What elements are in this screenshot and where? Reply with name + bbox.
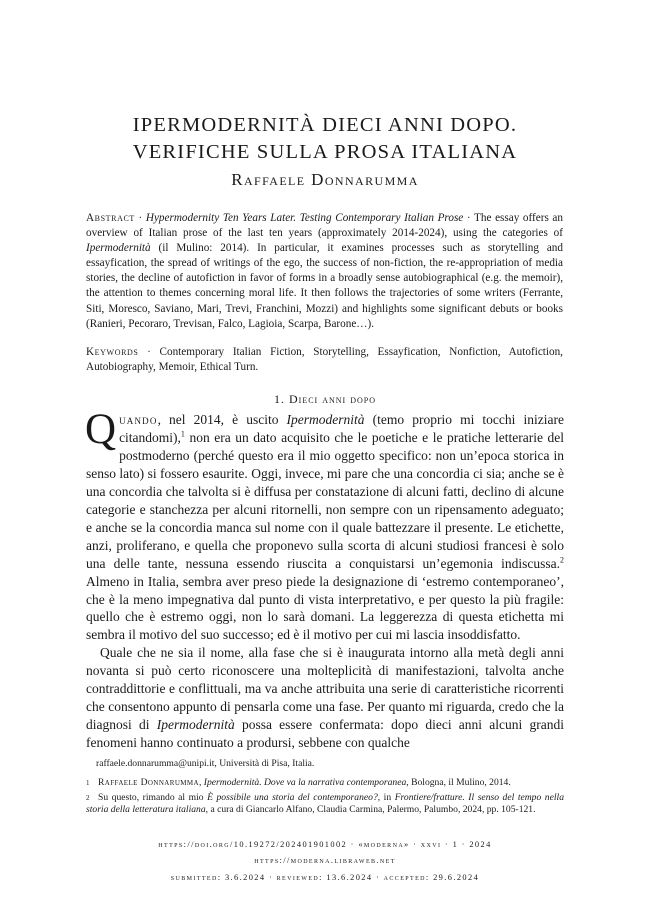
- abstract-separator-2: ·: [463, 212, 475, 224]
- footnote-2-number: 2: [86, 793, 90, 802]
- abstract-title-en: Hypermodernity Ten Years Later. Testing Contemporary Italian Prose: [145, 212, 464, 224]
- article-title-line-1: IPERMODERNITÀ DIECI ANNI DOPO.: [132, 114, 518, 136]
- body-text: [85, 406, 564, 752]
- submission-dates: submitted: 3.6.2024 · reviewed: 13.6.2024 · accepted: 29.6.2024: [170, 873, 480, 882]
- paragraph-1-part-d: Almeno in Italia, sembra aver preso piede la designazione di ‘estremo contemporaneo’, che è la meno impegnativa dal punto di vista interpretativo, e per questo la più fragile: quello che è estremo oggi, non lo sarà domani. La leggerezza di questa etichetta mi sembra il motivo del suo successo; ed è il motivo per cui mi lascia insoddisfatto.: [86, 573, 564, 643]
- paragraph-1-book-title: Ipermodernità: [286, 412, 365, 427]
- keywords-text: Contemporary Italian Fiction, Storytelling, Essayfication, Nonfiction, Autofiction, Autobiography, Memoir, Ethical Turn.: [86, 346, 563, 374]
- keywords: [86, 345, 563, 375]
- footnote-1: [86, 777, 564, 790]
- paragraph-2-book-title: Ipermodernità: [156, 717, 235, 733]
- paragraph-1: [85, 406, 564, 644]
- abstract-label: Abstract: [86, 212, 135, 224]
- footnote-2-title-2: Frontiere/fratture. Il senso del tempo nella storia della letteratura italiana: [86, 791, 564, 816]
- paragraph-1-part-a: , nel 2014, è uscito: [157, 412, 287, 427]
- footnote-2: [86, 792, 564, 818]
- footnote-2-title-1: È possibile una storia del contemporaneo?: [207, 791, 378, 803]
- paragraph-2: [86, 644, 564, 752]
- footnote-1-title: Ipermodernità. Dove va la narrativa contemporanea: [203, 776, 407, 788]
- article-title-line-2: VERIFICHE SULLA PROSA ITALIANA: [132, 141, 518, 163]
- abstract-separator: ·: [134, 212, 146, 224]
- footnote-2-part-b: , in: [377, 791, 395, 803]
- footnote-1-author: Raffaele Donnarumma: [98, 776, 199, 788]
- footnote-1-separator: ,: [198, 776, 204, 788]
- footnotes: [86, 758, 564, 819]
- footnote-2-part-a: Su questo, rimando al mio: [98, 791, 208, 803]
- keywords-label: Keywords: [86, 346, 139, 358]
- article-author: Raffaele Donnarumma: [231, 170, 419, 189]
- abstract: [86, 211, 563, 332]
- paragraph-1-part-c: non era un dato acquisito che le poetiche e le pratiche letterarie del postmoderno (perché questo era il mio oggetto specifico: non un’epoca storica in senso lato) si fossero esaurite. Oggi, invece, mi pare che una concordia ci sia; anche se è una concordia che talvolta si è diffusa per constatazione di alcuni fatti, declino di alcune categorie e stanchezza per alcuni ritornelli, non sempre con un ripensamento adeguato; e anche se la concordia manca sul nome con il quale battezzare il presente. Le etichette, anzi, proliferano, e quella che proponevo sulla scorta di alcuni studiosi francesi è solo una delle tante, nessuna essendo riuscita a conquistarsi un’egemonia indiscussa.: [86, 429, 564, 571]
- abstract-text-2: (il Mulino: 2014). In particular, it examines processes such as storytelling and essayfication, the spread of writings of the ego, the success of non-fiction, the re-appropriation of media stories, the decline of autofiction in favor of forms in a broadly sense autobiographical (e.g. the memoir), the attention to themes concerning moral life. It then follows the trajectories of some writers (Ferrante, Siti, Moresco, Saviano, Mari, Trevi, Franchini, Mozzi) and highlights some significant debuts or books (Ranieri, Pecoraro, Trevisan, Falco, Lagioia, Scarpa, Barone…).: [86, 242, 563, 330]
- footnote-ref-1[interactable]: 1: [180, 429, 185, 439]
- drop-cap: Q: [85, 406, 117, 453]
- abstract-text-1: The essay offers an overview of Italian prose of the last ten years (approximately 2014-2024), using the categories of: [86, 212, 563, 240]
- footnote-1-number: 1: [86, 778, 90, 787]
- keywords-separator: ·: [138, 346, 160, 358]
- section-heading: 1. Dieci anni dopo: [274, 392, 376, 406]
- lead-word: uando: [119, 412, 158, 427]
- article-title: [0, 112, 650, 166]
- author-email[interactable]: raffaele.donnarumma@unipi.it, Università di Pisa, Italia.: [96, 758, 315, 769]
- paragraph-2-part-a: Quale che ne sia il nome, alla fase che si è inaugurata intorno alla metà degli anni novanta si può certo riconoscere una molteplicità di manifestazioni, talvolta anche contraddittorie e conflittuali, ma va anche attribuita una serie di caratteristiche ricorrenti che consentono appunto di pensarla come una fase. Per quanto mi riguarda, credo che la diagnosi di: [86, 645, 564, 733]
- footnote-2-part-c: , a cura di Giancarlo Alfano, Claudia Carmina, Palermo, Palumbo, 2024, pp. 105-121.: [205, 804, 536, 816]
- journal-site[interactable]: https://moderna.libraweb.net: [254, 856, 396, 865]
- paragraph-2-part-b: possa essere confermata: dopo dieci anni alcuni grandi fenomeni hanno continuato a prodursi, sebbene con qualche: [86, 717, 564, 751]
- footnote-1-rest: , Bologna, il Mulino, 2014.: [406, 776, 511, 788]
- paragraph-1-part-b: (temo proprio mi tocchi iniziare citandomi),: [119, 412, 564, 445]
- footnote-ref-2[interactable]: 2: [560, 555, 564, 565]
- doi-line[interactable]: https://doi.org/10.19272/202401901002 · «moderna» · xxvi · 1 · 2024: [158, 840, 492, 849]
- abstract-book-title: Ipermodernità: [86, 242, 151, 255]
